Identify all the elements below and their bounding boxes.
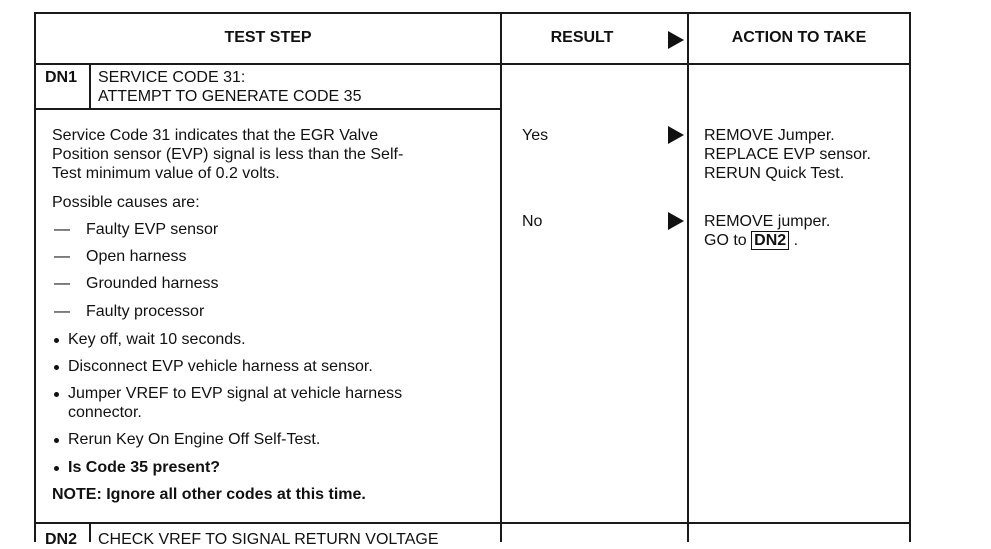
cause-dash: — [54, 303, 70, 320]
cause-dash: — [54, 221, 70, 238]
step1-title-bottom [34, 108, 502, 110]
bullet-icon [54, 466, 59, 471]
causes-heading: Possible causes are: [52, 194, 200, 211]
step2-code: DN2 [45, 531, 78, 548]
goto-ref-dn2[interactable]: DN2 [751, 231, 789, 250]
table-left-border [34, 12, 36, 542]
step-question: Is Code 35 present? [68, 459, 221, 476]
step1-code-divider [89, 63, 91, 110]
cause-item: Grounded harness [86, 275, 219, 292]
cause-item: Open harness [86, 248, 187, 265]
bullet-icon [54, 392, 59, 397]
step-item: Rerun Key On Engine Off Self-Test. [68, 431, 321, 448]
cause-dash: — [54, 248, 70, 265]
action-no-goto [704, 231, 798, 250]
step-item: Jumper VREF to EVP signal at vehicle harness [68, 385, 403, 402]
result-yes: Yes [522, 127, 549, 144]
result-yes-arrow-icon [668, 126, 684, 144]
action-yes-line3: RERUN Quick Test. [704, 165, 845, 182]
column-divider-1 [500, 12, 502, 542]
table-top-border [34, 12, 911, 14]
step2-title: CHECK VREF TO SIGNAL RETURN VOLTAGE [98, 531, 439, 548]
action-yes-line1: REMOVE Jumper. [704, 127, 835, 144]
step1-desc-line2: Position sensor (EVP) signal is less than the Self- [52, 146, 404, 163]
step1-code: DN1 [45, 69, 78, 86]
cause-dash: — [54, 275, 70, 292]
step2-code-divider [89, 522, 91, 542]
action-yes-line2: REPLACE EVP sensor. [704, 146, 871, 163]
cause-item: Faulty EVP sensor [86, 221, 219, 238]
header-bottom-border [34, 63, 911, 65]
result-no: No [522, 213, 543, 230]
goto-prefix: GO to [704, 232, 747, 249]
step1-title-line1: SERVICE CODE 31: [98, 69, 246, 86]
header-test-step: TEST STEP [224, 29, 312, 46]
step-item: Key off, wait 10 seconds. [68, 331, 246, 348]
step1-desc-line3: Test minimum value of 0.2 volts. [52, 165, 280, 182]
bullet-icon [54, 338, 59, 343]
header-arrow-icon [668, 31, 684, 49]
header-result: RESULT [550, 29, 614, 46]
header-action: ACTION TO TAKE [731, 29, 867, 46]
step-item-continuation: connector. [68, 404, 142, 421]
step1-desc-line1: Service Code 31 indicates that the EGR Valve [52, 127, 379, 144]
column-divider-2 [687, 12, 689, 542]
bullet-icon [54, 438, 59, 443]
step1-bottom-border [34, 522, 911, 524]
step-item: Disconnect EVP vehicle harness at sensor. [68, 358, 373, 375]
table-right-border [909, 12, 911, 542]
goto-suffix: . [793, 232, 799, 249]
result-no-arrow-icon [668, 212, 684, 230]
step1-note: NOTE: Ignore all other codes at this time. [52, 486, 366, 503]
action-no-line1: REMOVE jumper. [704, 213, 831, 230]
step1-title-line2: ATTEMPT TO GENERATE CODE 35 [98, 88, 362, 105]
cause-item: Faulty processor [86, 303, 205, 320]
bullet-icon [54, 365, 59, 370]
